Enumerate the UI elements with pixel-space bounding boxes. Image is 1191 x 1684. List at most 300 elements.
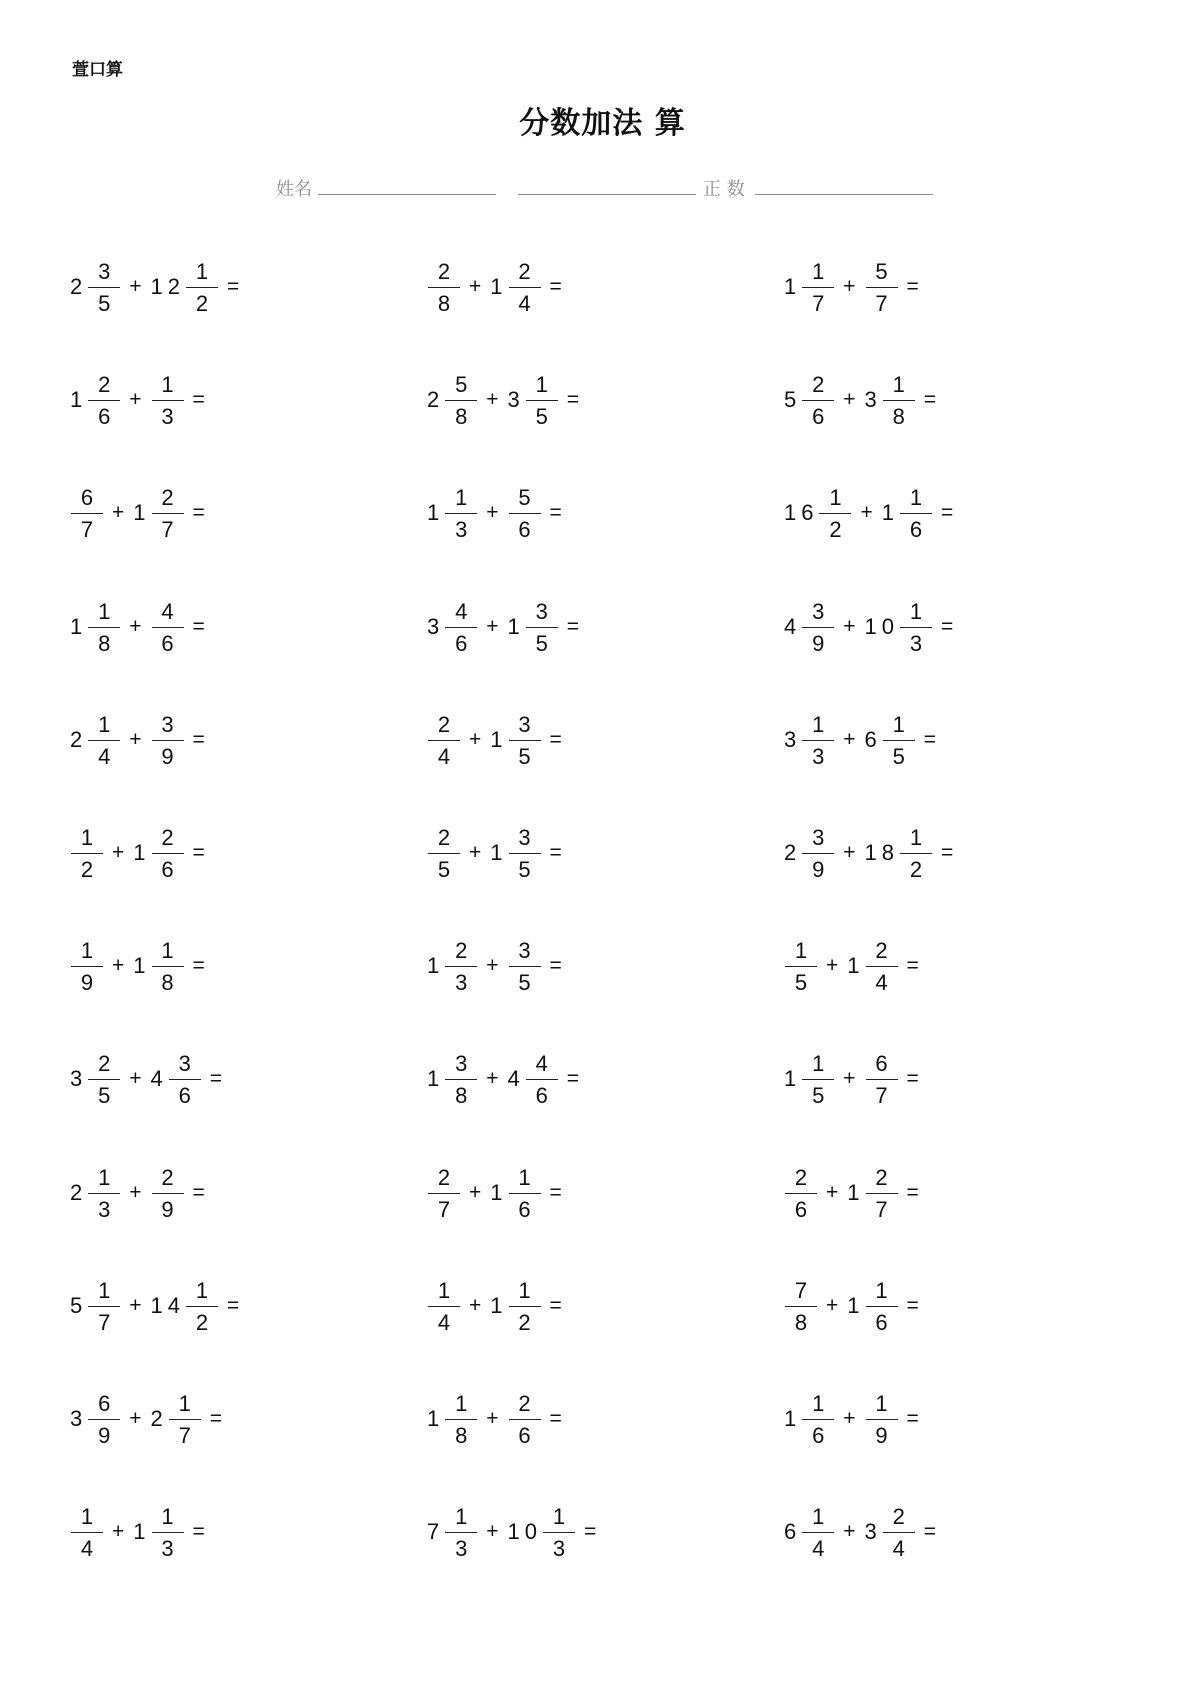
- numerator: 1: [812, 1390, 825, 1416]
- problem-item: [427, 1266, 562, 1346]
- numerator: 3: [98, 258, 111, 284]
- mixed-number: [70, 1162, 120, 1225]
- mixed-number: [784, 822, 834, 885]
- fraction: [543, 1501, 575, 1564]
- fraction: [900, 822, 932, 885]
- numerator: 1: [909, 824, 923, 850]
- plus-sign: +: [129, 1067, 142, 1090]
- fraction: [428, 1275, 460, 1338]
- mixed-number: [508, 1048, 558, 1111]
- plus-sign: +: [469, 841, 482, 864]
- equals-sign: =: [549, 841, 562, 864]
- numerator: 1: [535, 371, 548, 397]
- plus-sign: +: [826, 1294, 839, 1317]
- fraction: [802, 369, 834, 432]
- whole-part: 1: [847, 1293, 865, 1318]
- numerator: 1: [80, 824, 94, 850]
- mixed-number: [508, 482, 541, 545]
- numerator: 3: [518, 824, 531, 850]
- fraction: [900, 482, 932, 545]
- numerator: 2: [437, 824, 451, 850]
- denominator: 6: [98, 403, 111, 429]
- equals-sign: =: [566, 388, 580, 411]
- denominator: 5: [98, 290, 111, 316]
- mixed-number: [508, 1388, 541, 1451]
- mixed-number: [784, 482, 851, 545]
- denominator: 5: [812, 1082, 825, 1108]
- denominator: 9: [80, 969, 94, 995]
- name-label: 姓名: [276, 179, 312, 200]
- denominator: 5: [535, 403, 548, 429]
- mixed-number: [784, 1388, 834, 1451]
- denominator: 6: [161, 856, 174, 882]
- fraction: [88, 596, 120, 659]
- whole-part: 5: [70, 1293, 88, 1318]
- problem-item: [70, 473, 205, 553]
- denominator: 3: [812, 743, 825, 769]
- equals-sign: =: [209, 1407, 223, 1430]
- denominator: 9: [98, 1422, 111, 1448]
- fraction: [785, 1275, 817, 1338]
- mixed-number: [865, 822, 932, 885]
- fraction: [152, 482, 184, 545]
- numerator: 2: [518, 258, 531, 284]
- denominator: 2: [80, 856, 94, 882]
- problem-item: [784, 1266, 919, 1346]
- numerator: 1: [812, 1503, 825, 1529]
- denominator: 3: [161, 403, 174, 429]
- problem-item: [70, 360, 205, 440]
- fraction: [802, 256, 834, 319]
- whole-part: 3: [507, 387, 525, 412]
- problem-item: [784, 700, 936, 780]
- fraction: [819, 482, 851, 545]
- plus-sign: +: [486, 1407, 499, 1430]
- denominator: 8: [98, 630, 111, 656]
- whole-part: 3: [427, 614, 445, 639]
- fraction: [71, 482, 103, 545]
- problem-item: [70, 1266, 239, 1346]
- plus-sign: +: [129, 1181, 142, 1204]
- fraction: [88, 1275, 120, 1338]
- mixed-number: [784, 1275, 817, 1338]
- denominator: 2: [909, 856, 923, 882]
- numerator: 3: [455, 1050, 468, 1076]
- problem-item: [784, 473, 953, 553]
- numerator: 1: [812, 1050, 825, 1076]
- mixed-number: [882, 482, 932, 545]
- denominator: 7: [875, 1082, 888, 1108]
- whole-part: 1: [847, 1180, 865, 1205]
- denominator: 7: [875, 1196, 888, 1222]
- numerator: 1: [875, 1277, 888, 1303]
- equals-sign: =: [549, 501, 562, 524]
- numerator: 1: [892, 711, 905, 737]
- denominator: 4: [875, 969, 888, 995]
- denominator: 3: [455, 516, 468, 542]
- equals-sign: =: [906, 1294, 919, 1317]
- equals-sign: =: [566, 1067, 580, 1090]
- denominator: 6: [178, 1082, 191, 1108]
- fraction: [445, 596, 477, 659]
- numerator: 1: [909, 598, 923, 624]
- equals-sign: =: [192, 1181, 205, 1204]
- denominator: 7: [812, 290, 825, 316]
- whole-part: 6: [864, 727, 882, 752]
- plus-sign: +: [469, 1181, 482, 1204]
- mixed-number: [70, 1275, 120, 1338]
- numerator: 5: [875, 258, 888, 284]
- equals-sign: =: [549, 728, 562, 751]
- mixed-number: [865, 709, 915, 772]
- numerator: 5: [518, 484, 531, 510]
- mixed-number: [70, 596, 120, 659]
- mixed-number: [508, 596, 558, 659]
- fraction: [802, 1388, 834, 1451]
- fraction: [785, 935, 817, 998]
- numerator: 2: [892, 1503, 905, 1529]
- mixed-number: [151, 1048, 201, 1111]
- fraction: [186, 1275, 218, 1338]
- numerator: 2: [794, 1164, 808, 1190]
- plus-sign: +: [469, 728, 482, 751]
- fraction: [866, 1388, 898, 1451]
- whole-part: 1: [427, 1406, 445, 1431]
- mixed-number: [784, 1501, 834, 1564]
- mixed-number: [784, 369, 834, 432]
- equals-sign: =: [192, 1520, 205, 1543]
- mixed-number: [508, 369, 558, 432]
- whole-part: 2: [70, 274, 88, 299]
- whole-part: 1: [70, 614, 88, 639]
- numerator: 2: [455, 937, 468, 963]
- plus-sign: +: [112, 841, 125, 864]
- fraction: [445, 482, 477, 545]
- equals-sign: =: [227, 1294, 240, 1317]
- equals-sign: =: [941, 615, 954, 638]
- denominator: 6: [794, 1196, 808, 1222]
- plus-sign: +: [486, 1067, 499, 1090]
- plus-sign: +: [129, 615, 142, 638]
- denominator: 3: [552, 1535, 566, 1561]
- fraction: [152, 596, 184, 659]
- fraction: [428, 1162, 460, 1225]
- problem-item: [784, 926, 919, 1006]
- problem-item: [70, 247, 239, 327]
- mixed-number: [865, 1388, 898, 1451]
- denominator: 5: [437, 856, 451, 882]
- denominator: 5: [794, 969, 808, 995]
- numerator: 1: [518, 1164, 531, 1190]
- equals-sign: =: [192, 841, 205, 864]
- numerator: 2: [161, 484, 174, 510]
- whole-part: 1: [133, 500, 151, 525]
- mixed-number: [427, 1501, 477, 1564]
- numerator: 3: [178, 1050, 191, 1076]
- numerator: 2: [98, 1050, 111, 1076]
- plus-sign: +: [469, 1294, 482, 1317]
- mixed-number: [70, 482, 103, 545]
- fraction: [509, 482, 541, 545]
- whole-part: 10: [864, 614, 899, 639]
- fraction: [428, 256, 460, 319]
- equals-sign: =: [549, 1407, 562, 1430]
- denominator: 2: [829, 516, 842, 542]
- mixed-number: [490, 1162, 540, 1225]
- plus-sign: +: [826, 954, 839, 977]
- whole-part: 1: [490, 1293, 508, 1318]
- mixed-number: [847, 1275, 897, 1338]
- equals-sign: =: [227, 275, 240, 298]
- mixed-number: [847, 1162, 897, 1225]
- denominator: 5: [518, 743, 531, 769]
- mixed-number: [151, 369, 184, 432]
- fraction: [509, 1162, 541, 1225]
- fraction: [88, 1048, 120, 1111]
- mixed-number: [427, 256, 460, 319]
- numerator: 1: [794, 937, 808, 963]
- equals-sign: =: [192, 501, 205, 524]
- fraction: [802, 1048, 834, 1111]
- problem-item: [427, 1153, 562, 1233]
- mixed-number: [490, 709, 540, 772]
- fraction: [866, 256, 898, 319]
- denominator: 7: [875, 290, 888, 316]
- problem-item: [427, 813, 562, 893]
- denominator: 8: [161, 969, 174, 995]
- whole-part: 4: [507, 1066, 525, 1091]
- mixed-number: [133, 935, 183, 998]
- numerator: 1: [195, 258, 209, 284]
- plus-sign: +: [112, 501, 125, 524]
- numerator: 1: [195, 1277, 209, 1303]
- fraction: [152, 822, 184, 885]
- equals-sign: =: [549, 1181, 562, 1204]
- whole-part: 1: [133, 840, 151, 865]
- denominator: 4: [892, 1535, 905, 1561]
- mixed-number: [784, 1162, 817, 1225]
- whole-part: 3: [784, 727, 802, 752]
- problem-item: [427, 1039, 579, 1119]
- whole-part: 7: [427, 1519, 445, 1544]
- whole-part: 6: [784, 1519, 802, 1544]
- plus-sign: +: [469, 275, 482, 298]
- denominator: 6: [518, 1422, 531, 1448]
- whole-part: 1: [507, 614, 525, 639]
- plus-sign: +: [129, 728, 142, 751]
- numerator: 6: [98, 1390, 111, 1416]
- problem-item: [427, 926, 562, 1006]
- equals-sign: =: [941, 501, 954, 524]
- denominator: 4: [98, 743, 111, 769]
- denominator: 6: [455, 630, 468, 656]
- numerator: 1: [552, 1503, 566, 1529]
- numerator: 1: [909, 484, 923, 510]
- plus-sign: +: [843, 841, 856, 864]
- mixed-number: [70, 935, 103, 998]
- mixed-number: [784, 935, 817, 998]
- fraction: [169, 1388, 201, 1451]
- whole-part: 3: [70, 1066, 88, 1091]
- problem-item: [427, 360, 579, 440]
- denominator: 5: [535, 630, 548, 656]
- numerator: 1: [829, 484, 842, 510]
- fraction: [152, 935, 184, 998]
- fraction: [526, 369, 558, 432]
- whole-part: 2: [70, 727, 88, 752]
- numerator: 2: [812, 371, 825, 397]
- numerator: 3: [812, 598, 825, 624]
- mixed-number: [427, 935, 477, 998]
- denominator: 4: [518, 290, 531, 316]
- whole-part: 1: [427, 953, 445, 978]
- fraction: [866, 935, 898, 998]
- mixed-number: [490, 1275, 540, 1338]
- equals-sign: =: [549, 275, 562, 298]
- plus-sign: +: [843, 1520, 856, 1543]
- mixed-number: [508, 1501, 575, 1564]
- fraction: [186, 256, 218, 319]
- plus-sign: +: [826, 1181, 839, 1204]
- numerator: 7: [794, 1277, 808, 1303]
- mixed-number: [427, 1048, 477, 1111]
- plus-sign: +: [129, 388, 142, 411]
- problem-item: [70, 1492, 205, 1572]
- mixed-number: [151, 709, 184, 772]
- mixed-number: [427, 822, 460, 885]
- mixed-number: [784, 256, 834, 319]
- denominator: 9: [812, 856, 825, 882]
- mixed-number: [151, 256, 218, 319]
- mixed-number: [151, 1162, 184, 1225]
- plus-sign: +: [843, 728, 856, 751]
- mixed-number: [427, 1388, 477, 1451]
- fraction: [509, 822, 541, 885]
- plus-sign: +: [486, 615, 499, 638]
- numerator: 2: [518, 1390, 531, 1416]
- whole-part: 3: [864, 1519, 882, 1544]
- denominator: 3: [98, 1196, 111, 1222]
- problem-item: [70, 700, 205, 780]
- blank-line[interactable]: [518, 194, 696, 195]
- whole-part: 2: [784, 840, 802, 865]
- numerator: 1: [812, 711, 825, 737]
- numerator: 1: [161, 937, 174, 963]
- numerator: 3: [518, 711, 531, 737]
- mixed-number: [151, 596, 184, 659]
- mixed-number: [784, 709, 834, 772]
- whole-part: 1: [847, 953, 865, 978]
- plus-sign: +: [843, 275, 856, 298]
- whole-part: 1: [133, 1519, 151, 1544]
- numerator: 1: [98, 598, 111, 624]
- problem-item: [427, 1379, 562, 1459]
- mixed-number: [427, 709, 460, 772]
- whole-part: 10: [507, 1519, 542, 1544]
- denominator: 2: [195, 1309, 209, 1335]
- equals-sign: =: [906, 1407, 919, 1430]
- fraction: [883, 369, 915, 432]
- fraction: [152, 1162, 184, 1225]
- denominator: 3: [161, 1535, 174, 1561]
- equals-sign: =: [923, 728, 937, 751]
- whole-part: 3: [70, 1406, 88, 1431]
- fraction: [71, 1501, 103, 1564]
- numerator: 1: [178, 1390, 191, 1416]
- mixed-number: [70, 369, 120, 432]
- plus-sign: +: [843, 615, 856, 638]
- equals-sign: =: [209, 1067, 223, 1090]
- plus-sign: +: [486, 388, 499, 411]
- numerator: 5: [455, 371, 468, 397]
- fraction: [88, 1162, 120, 1225]
- plus-sign: +: [486, 954, 499, 977]
- numerator: 1: [80, 937, 94, 963]
- page-title: 分数加法 算: [519, 106, 686, 141]
- numerator: 1: [98, 711, 111, 737]
- numerator: 1: [518, 1277, 531, 1303]
- whole-part: 2: [150, 1406, 168, 1431]
- denominator: 9: [812, 630, 825, 656]
- fraction: [526, 1048, 558, 1111]
- plus-sign: +: [843, 1067, 856, 1090]
- denominator: 5: [98, 1082, 111, 1108]
- denominator: 8: [794, 1309, 808, 1335]
- problem-item: [70, 1153, 205, 1233]
- equals-sign: =: [566, 615, 580, 638]
- fraction: [883, 709, 915, 772]
- fraction: [152, 709, 184, 772]
- equals-sign: =: [923, 388, 937, 411]
- problem-item: [427, 473, 562, 553]
- problem-item: [784, 1492, 936, 1572]
- numerator: 2: [437, 258, 451, 284]
- denominator: 6: [812, 1422, 825, 1448]
- mixed-number: [70, 822, 103, 885]
- mixed-number: [70, 709, 120, 772]
- equals-sign: =: [941, 841, 954, 864]
- denominator: 6: [518, 516, 531, 542]
- whole-part: 1: [490, 840, 508, 865]
- plus-sign: +: [112, 954, 125, 977]
- fraction: [866, 1162, 898, 1225]
- denominator: 3: [455, 1535, 468, 1561]
- problem-item: [70, 926, 205, 1006]
- fraction: [445, 369, 477, 432]
- problem-item: [427, 587, 579, 667]
- whole-part: 4: [784, 614, 802, 639]
- denominator: 2: [195, 290, 209, 316]
- whole-part: 1: [490, 1180, 508, 1205]
- numerator: 1: [455, 1503, 468, 1529]
- denominator: 3: [455, 969, 468, 995]
- fraction: [526, 596, 558, 659]
- denominator: 4: [437, 1309, 451, 1335]
- score-line[interactable]: [755, 194, 933, 195]
- whole-part: 1: [133, 953, 151, 978]
- fraction: [88, 1388, 120, 1451]
- denominator: 7: [98, 1309, 111, 1335]
- name-line[interactable]: [318, 194, 496, 195]
- denominator: 4: [80, 1535, 94, 1561]
- fraction: [445, 1501, 477, 1564]
- mixed-number: [865, 369, 915, 432]
- numerator: 2: [875, 937, 888, 963]
- denominator: 4: [812, 1535, 825, 1561]
- problem-item: [427, 1492, 596, 1572]
- problem-item: [70, 1039, 222, 1119]
- plus-sign: +: [129, 275, 142, 298]
